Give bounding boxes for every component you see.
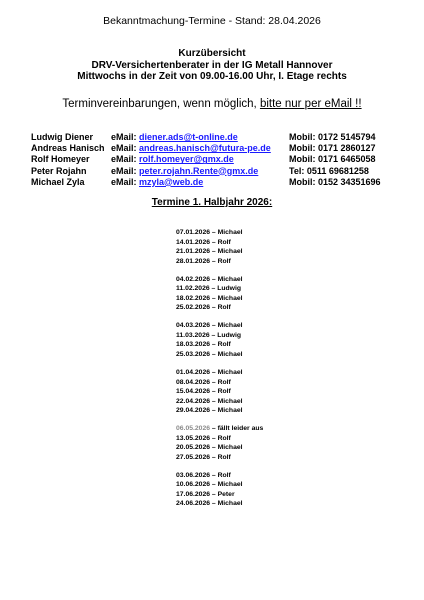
schedule-date: 28.01.2026 xyxy=(176,257,211,265)
schedule-date: 22.04.2026 xyxy=(176,397,211,405)
schedule-person: – Rolf xyxy=(211,257,231,265)
email-link[interactable]: peter.rojahn.Rente@gmx.de xyxy=(139,165,259,176)
schedule-date: 27.05.2026 xyxy=(176,453,211,461)
document-header: Bekanntmachung-Termine - Stand: 28.04.2026 xyxy=(103,15,321,27)
schedule-row xyxy=(176,248,263,258)
email-label: eMail: xyxy=(111,165,137,176)
schedule-person: – Rolf xyxy=(211,238,231,246)
schedule-row xyxy=(176,351,263,361)
schedule-person: – Michael xyxy=(211,275,243,283)
contact-name: Andreas Hanisch xyxy=(31,143,105,154)
schedule-row xyxy=(176,276,263,286)
email-label: eMail: xyxy=(111,154,137,165)
schedule-row xyxy=(176,322,263,332)
schedule-person: – Ludwig xyxy=(211,285,241,293)
intro-block xyxy=(0,48,424,83)
schedule-person: – Michael xyxy=(211,444,243,452)
schedule-person: – Michael xyxy=(211,322,243,330)
email-link[interactable]: andreas.hanisch@futura-pe.de xyxy=(139,143,271,154)
schedule-date: 25.03.2026 xyxy=(176,350,211,358)
schedule-row-cancelled xyxy=(176,425,263,435)
schedule-person: – Rolf xyxy=(211,434,231,442)
schedule-date: 29.04.2026 xyxy=(176,407,211,415)
email-link[interactable]: mzyla@web.de xyxy=(139,176,204,187)
email-link[interactable]: rolf.homeyer@gmx.de xyxy=(139,154,234,165)
email-link[interactable]: diener.ads@t-online.de xyxy=(139,132,238,142)
schedule-title: Termine 1. Halbjahr 2026: xyxy=(151,197,273,208)
schedule-person: – Rolf xyxy=(211,304,231,312)
schedule-date: 24.06.2026 xyxy=(176,500,211,508)
schedule-row xyxy=(176,444,263,454)
schedule-person: – Rolf xyxy=(211,341,231,349)
schedule-person: – Michael xyxy=(211,397,243,405)
schedule-person: – Rolf xyxy=(211,453,231,461)
schedule-date: 06.05.2026 xyxy=(176,425,211,433)
schedule-person: – Michael xyxy=(211,369,243,377)
contact-name: Peter Rojahn xyxy=(31,165,87,176)
schedule-person: – Peter xyxy=(211,490,235,498)
schedule-date: 04.02.2026 xyxy=(176,275,211,283)
schedule-person: – Michael xyxy=(211,248,243,255)
schedule-person: – Ludwig xyxy=(211,331,241,339)
schedule-row xyxy=(176,472,263,482)
schedule-person: – Rolf xyxy=(211,388,231,396)
schedule-date: 25.02.2026 xyxy=(176,304,211,312)
schedule-row xyxy=(176,407,263,417)
schedule-person: – Michael xyxy=(211,350,243,358)
schedule-person: – Rolf xyxy=(211,471,231,479)
schedule-row xyxy=(176,229,263,239)
schedule-row xyxy=(176,481,263,491)
contact-name: Rolf Homeyer xyxy=(31,154,90,165)
schedule-date: 13.05.2026 xyxy=(176,434,211,442)
intro-title: Kurzübersicht xyxy=(178,48,246,59)
schedule-row xyxy=(176,491,263,501)
schedule-date: 20.05.2026 xyxy=(176,444,211,452)
contact-phone: Mobil: 0171 6465058 xyxy=(289,154,376,165)
schedule-row xyxy=(176,500,263,510)
contact-name: Michael Zyla xyxy=(31,176,85,187)
schedule-row xyxy=(176,239,263,249)
schedule-date: 11.03.2026 xyxy=(176,331,210,339)
schedule-row xyxy=(176,304,263,314)
schedule-person: – Michael xyxy=(211,294,243,302)
schedule-date: 21.01.2026 xyxy=(176,248,211,255)
schedule-list xyxy=(176,229,263,510)
schedule-date: 14.01.2026 xyxy=(176,238,211,246)
schedule-row xyxy=(176,369,263,379)
schedule-row xyxy=(176,435,263,445)
notice-underlined-text: bitte nur per eMail !! xyxy=(259,98,362,110)
schedule-date: 07.01.2026 xyxy=(176,229,211,236)
email-label: eMail: xyxy=(111,143,137,154)
schedule-date: 01.04.2026 xyxy=(176,369,211,377)
schedule-date: 11.02.2026 xyxy=(176,285,210,293)
contact-phone: Mobil: 0171 2860127 xyxy=(289,143,376,154)
schedule-date: 18.02.2026 xyxy=(176,294,211,302)
schedule-date: 04.03.2026 xyxy=(176,322,211,330)
schedule-row xyxy=(176,258,263,268)
schedule-row xyxy=(176,332,263,342)
schedule-person: – Michael xyxy=(211,481,243,489)
schedule-date: 03.06.2026 xyxy=(176,471,211,479)
intro-line-2: Mittwochs in der Zeit von 09.00-16.00 Uhr, I. Etage rechts xyxy=(77,71,347,82)
intro-line-1: DRV-Versichertenberater in der IG Metall Hannover xyxy=(91,59,333,71)
schedule-date: 18.03.2026 xyxy=(176,341,211,349)
schedule-person: – Michael xyxy=(211,229,243,236)
contact-phone: Mobil: 0172 5145794 xyxy=(289,132,376,142)
contact-phone: Mobil: 0152 34351696 xyxy=(289,176,381,187)
schedule-date: 17.06.2026 xyxy=(176,490,211,498)
schedule-person: – Rolf xyxy=(211,378,231,386)
appointment-notice xyxy=(0,98,424,110)
schedule-row xyxy=(176,295,263,305)
schedule-date: 08.04.2026 xyxy=(176,378,211,386)
schedule-person: – Michael xyxy=(211,500,243,508)
schedule-person: – fällt leider aus xyxy=(211,425,264,433)
contact-name: Ludwig Diener xyxy=(31,132,94,142)
email-label: eMail: xyxy=(111,176,137,187)
schedule-row xyxy=(176,398,263,408)
schedule-row xyxy=(176,379,263,389)
schedule-row xyxy=(176,388,263,398)
schedule-row xyxy=(176,341,263,351)
schedule-person: – Michael xyxy=(211,407,243,415)
notice-text: Terminvereinbarungen, wenn möglich, xyxy=(62,98,260,110)
schedule-row xyxy=(176,285,263,295)
email-label: eMail: xyxy=(111,132,137,142)
schedule-date: 10.06.2026 xyxy=(176,481,211,489)
contact-phone: Tel: 0511 69681258 xyxy=(289,165,369,176)
schedule-date: 15.04.2026 xyxy=(176,388,211,396)
schedule-row xyxy=(176,454,263,464)
